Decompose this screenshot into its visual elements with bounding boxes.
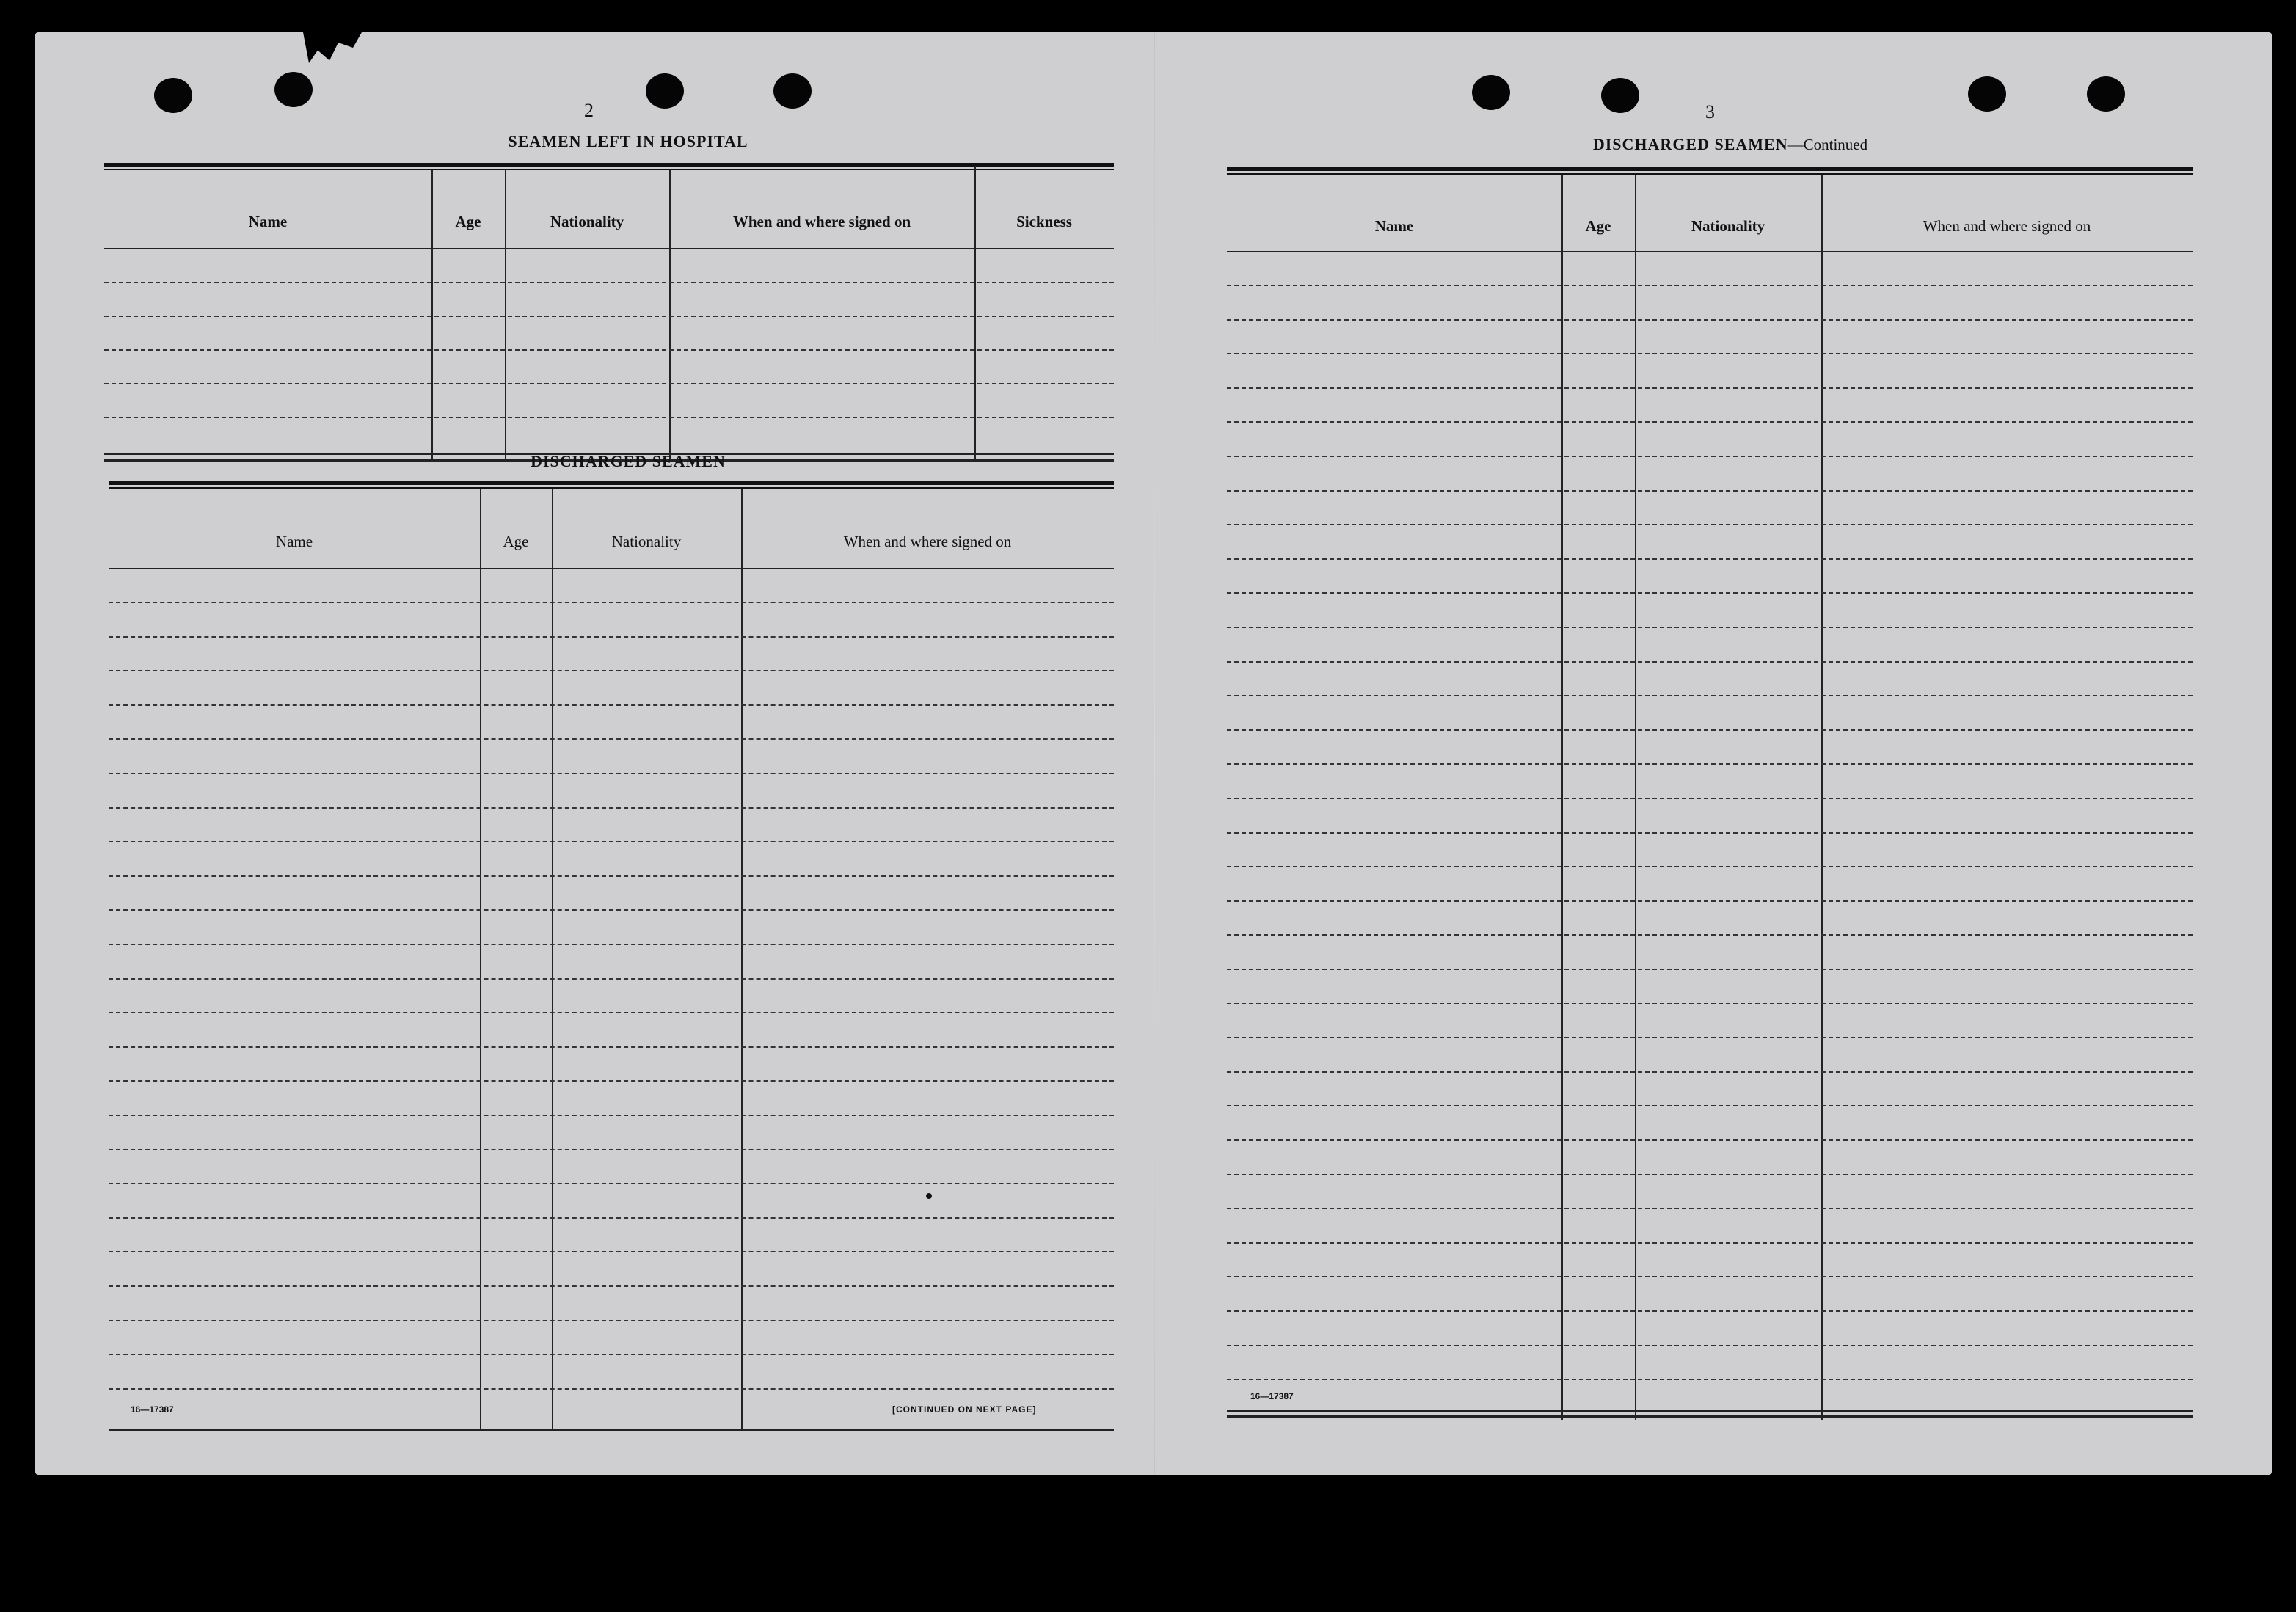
continued-table (1227, 167, 2193, 1429)
table-row (1227, 421, 2193, 423)
table-row (1227, 1345, 2193, 1346)
punch-hole (1472, 75, 1510, 110)
table-row (109, 1149, 1114, 1150)
table-row (109, 1354, 1114, 1355)
punch-hole (1968, 76, 2006, 112)
table-row (1227, 490, 2193, 492)
torn-corner (303, 32, 362, 84)
table-row (109, 1080, 1114, 1082)
table-row (109, 875, 1114, 877)
table-row (1227, 832, 2193, 834)
punch-hole (274, 72, 313, 107)
table-row (1227, 1310, 2193, 1312)
col-header-nationality: Nationality (611, 533, 682, 550)
col-header-name: Name (1374, 217, 1414, 235)
table-row (104, 282, 1114, 283)
table-row (109, 704, 1114, 706)
table-row (1227, 763, 2193, 765)
table-row (1227, 798, 2193, 799)
table-row (1227, 866, 2193, 867)
form-code-left: 16—17387 (131, 1404, 174, 1415)
col-header-signed-on: When and where signed on (732, 213, 911, 230)
table-row (109, 1046, 1114, 1048)
table-row (109, 1217, 1114, 1219)
table-row (1227, 1003, 2193, 1004)
col-header-age: Age (503, 533, 529, 550)
table-row (109, 1320, 1114, 1321)
table-row (104, 417, 1114, 418)
table-row (109, 602, 1114, 603)
table-row (1227, 1208, 2193, 1209)
col-header-nationality: Nationality (1691, 217, 1765, 235)
table-row (1227, 695, 2193, 696)
table-row (1227, 934, 2193, 936)
table-row (1227, 285, 2193, 286)
table-row (109, 807, 1114, 809)
table-row (1227, 1276, 2193, 1277)
table-row (1227, 661, 2193, 663)
table-row (1227, 1105, 2193, 1106)
col-header-name: Name (275, 533, 313, 550)
table-row (109, 1115, 1114, 1116)
ledger-sheet (35, 32, 2272, 1475)
punch-hole (646, 73, 684, 109)
table-row (109, 1251, 1114, 1252)
table-row (1227, 319, 2193, 321)
table-row (1227, 729, 2193, 731)
continued-note: [CONTINUED ON NEXT PAGE] (892, 1404, 1037, 1415)
discharged-table (109, 481, 1114, 1435)
punch-hole (1601, 78, 1639, 113)
col-header-nationality: Nationality (550, 213, 624, 230)
continued-section-title (1510, 135, 1950, 154)
continued-section-title-text: DISCHARGED SEAMEN (1592, 135, 1788, 153)
table-row (1227, 1071, 2193, 1073)
discharged-section-title: DISCHARGED SEAMEN (531, 452, 726, 470)
col-header-age: Age (455, 213, 481, 230)
table-row (109, 909, 1114, 911)
punch-hole (773, 73, 812, 109)
page-fold (1154, 32, 1155, 1475)
table-row (109, 841, 1114, 842)
table-row (1227, 1139, 2193, 1141)
table-row (1227, 558, 2193, 560)
punch-hole (2087, 76, 2125, 112)
form-code-right: 16—17387 (1250, 1391, 1294, 1401)
table-row (104, 316, 1114, 317)
col-header-age: Age (1585, 217, 1611, 235)
table-row (1227, 524, 2193, 525)
col-header-signed-on: When and where signed on (843, 533, 1012, 550)
table-row (104, 383, 1114, 384)
table-row (109, 1012, 1114, 1013)
table-row (1227, 969, 2193, 970)
hospital-table (104, 163, 1114, 471)
table-row (1227, 387, 2193, 389)
table-row (1227, 1242, 2193, 1244)
table-row (109, 773, 1114, 774)
table-row (1227, 1037, 2193, 1038)
table-row (1227, 1174, 2193, 1175)
table-row (109, 1183, 1114, 1184)
table-row (1227, 456, 2193, 457)
col-header-signed-on: When and where signed on (1923, 217, 2091, 235)
table-row (1227, 627, 2193, 628)
table-row (1227, 1379, 2193, 1380)
col-header-sickness: Sickness (1016, 213, 1072, 230)
continued-suffix: —Continued (1787, 136, 1868, 153)
punch-hole (154, 78, 192, 113)
table-row (1227, 353, 2193, 354)
table-row (109, 1388, 1114, 1390)
table-row (1227, 592, 2193, 594)
ink-speck (926, 1193, 932, 1199)
table-row (109, 738, 1114, 740)
page-number-left: 2 (584, 100, 594, 121)
table-row (109, 1285, 1114, 1287)
table-row (1227, 900, 2193, 902)
hospital-section-title: SEAMEN LEFT IN HOSPITAL (508, 132, 748, 150)
table-row (109, 670, 1114, 671)
table-row (104, 349, 1114, 351)
table-row (109, 978, 1114, 980)
page-number-right: 3 (1705, 101, 1715, 123)
table-row (109, 636, 1114, 638)
col-header-name: Name (248, 213, 288, 230)
table-row (109, 944, 1114, 945)
